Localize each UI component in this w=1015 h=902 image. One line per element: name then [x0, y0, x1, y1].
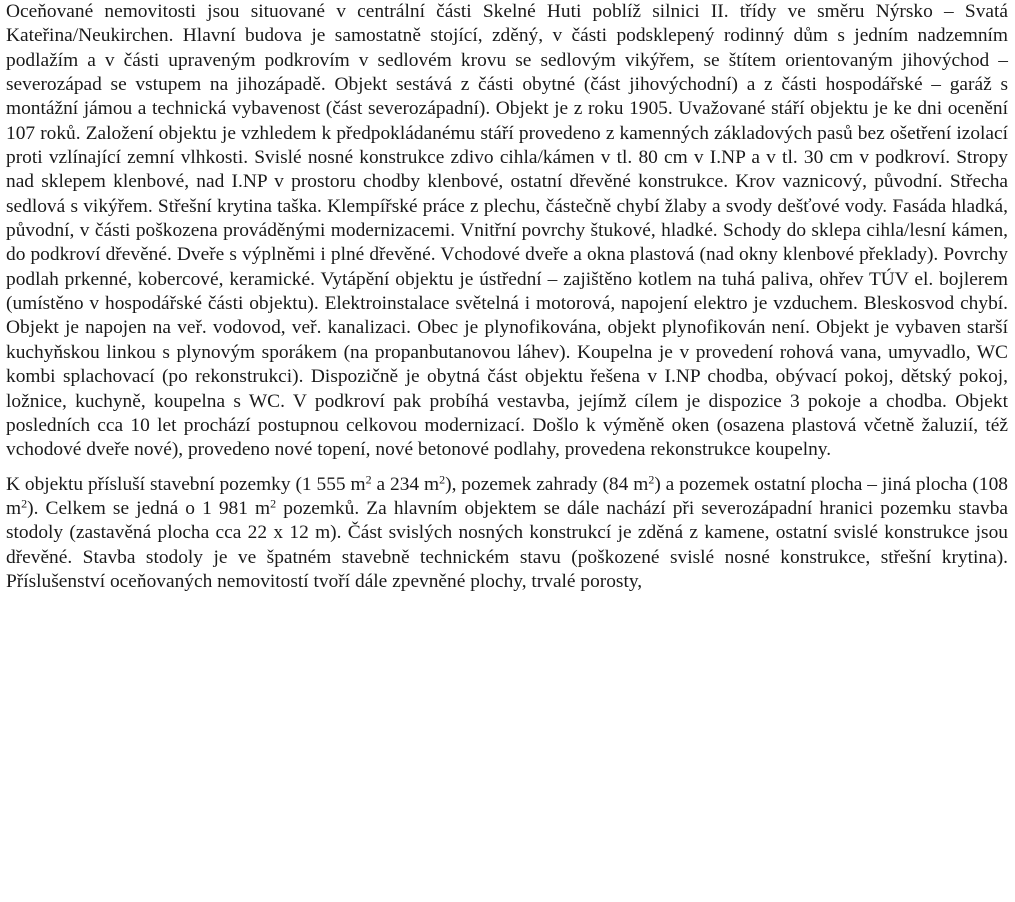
superscript: 2 — [270, 496, 277, 511]
text-fragment: ) a pozemek ostatní plocha – jiná plocha (108 m — [6, 473, 1008, 519]
superscript: 2 — [365, 471, 372, 486]
text-fragment: a 234 m — [371, 473, 440, 495]
superscript: 2 — [21, 496, 28, 511]
text-fragment: K objektu přísluší stavební pozemky (1 555 m — [6, 473, 366, 495]
paragraph-land-and-accessories — [6, 473, 1008, 595]
text-fragment: ). Celkem se jedná o 1 981 m — [27, 497, 271, 519]
superscript: 2 — [648, 471, 655, 486]
text-fragment: pozemků. Za hlavním objektem se dále nachází při severozápadní hranici pozemku stavba stodoly (zastavěná plocha cca 22 x 12 m). Část svislých nosných konstrukcí je zděná z kamene, ostatní svislé konstrukce jsou dřevěné. Stavba stodoly je ve špatném stavebně technickém stavu (poškozené svislé nosné konstrukce, střešní krytina). Příslušenství oceňovaných nemovitostí tvoří dále zpevněné plochy, trvalé porosty, — [6, 497, 1008, 592]
paragraph-building-description: Oceňované nemovitosti jsou situované v centrální části Skelné Huti poblíž silnici II. třídy ve směru Nýrsko – Svatá Kateřina/Neukirchen. Hlavní budova je samostatně stojící, zděný, v části podsklepený rodinný dům s jedním nadzemním podlažím a v části upraveným podkrovím v sedlovém krovu se sedlovým vikýřem, se štítem orientovaným jihovýchod – severozápad se vstupem na jihozápadě. Objekt sestává z části obytné (část jihovýchodní) a z části hospodářské – garáž s montážní jámou a technická vybavenost (část severozápadní). Objekt je z roku 1905. Uvažované stáří objektu je ke dni ocenění 107 roků. Založení objektu je vzhledem k předpokládanému stáří provedeno z kamenných základových pasů bez ošetření izolací proti vzlínající zemní vlhkosti. Svislé nosné konstrukce zdivo cihla/kámen v tl. 80 cm v I.NP a v tl. 30 cm v podkroví. Stropy nad sklepem klenbové, nad I.NP v prostoru chodby klenbové, ostatní dřevěné konstrukce. Krov vaznicový, původní. Střecha sedlová s vikýřem. Střešní krytina taška. Klempířské práce z plechu, částečně chybí žlaby a svody dešťové vody. Fasáda hladká, původní, v části poškozena prováděnými modernizacemi. Vnitřní povrchy štukové, hladké. Schody do sklepa cihla/lesní kámen, do podkroví dřevěné. Dveře s výplněmi i plné dřevěné. Vchodové dveře a okna plastová (nad okny klenbové překlady). Povrchy podlah prkenné, kobercové, keramické. Vytápění objektu je ústřední – zajištěno kotlem na tuhá paliva, ohřev TÚV el. bojlerem (umístěno v hospodářské části objektu). Elektroinstalace světelná i motorová, napojení elektro je vzduchem. Bleskosvod chybí. Objekt je napojen na veř. vodovod, veř. kanalizaci. Obec je plynofikována, objekt plynofikován není. Objekt je vybaven starší kuchyňskou linkou s plynovým sporákem (na propanbutanovou láhev). Koupelna je v provedení rohová vana, umyvadlo, WC kombi splachovací (po rekonstrukci). Dispozičně je obytná část objektu řešena v I.NP chodba, obývací pokoj, dětský pokoj, ložnice, kuchyně, koupelna s WC. V podkroví pak probíhá vestavba, jejímž cílem je dispozice 3 pokoje a chodba. Objekt posledních cca 10 let prochází postupnou celkovou modernizací. Došlo k výměně oken (osazena plastová včetně žaluzií, též vchodové dveře nové), provedeno nové topení, nové betonové podlahy, provedena rekonstrukce koupelny. — [6, 1, 1008, 461]
document-page — [6, 0, 1008, 594]
text-fragment: ), pozemek zahrady (84 m — [445, 473, 649, 495]
superscript: 2 — [439, 471, 446, 486]
